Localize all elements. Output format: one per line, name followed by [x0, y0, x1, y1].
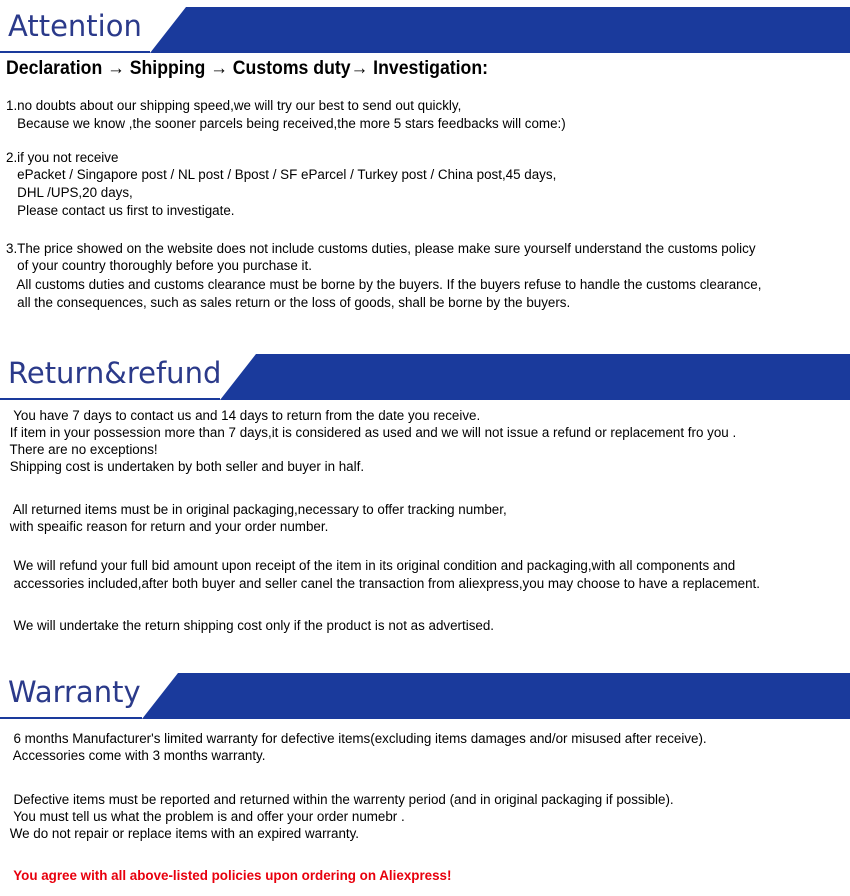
attention-line-3: 2.if you not receive — [6, 150, 119, 165]
warranty-line-5: We do not repair or replace items with an expired warranty. — [6, 826, 360, 841]
return-line-2: If item in your possession more than 7 days,it is considered as used and we will not issue a refund or replacement fro you . — [6, 425, 737, 440]
attention-title: Attention — [8, 9, 142, 43]
policy-agreement-notice: You agree with all above-listed policies upon ordering on Aliexpress! — [6, 868, 452, 883]
return-line-5: All returned items must be in original packaging,necessary to offer tracking number, — [6, 502, 507, 517]
attention-line-5: DHL /UPS,20 days, — [6, 185, 133, 200]
attention-line-6: Please contact us first to investigate. — [6, 203, 235, 218]
return-refund-banner — [0, 354, 850, 400]
warranty-line-3: Defective items must be reported and returned within the warrenty period (and in original packaging if possible). — [6, 792, 674, 807]
warranty-line-2: Accessories come with 3 months warranty. — [6, 748, 266, 763]
warranty-title: Warranty — [8, 675, 141, 709]
return-line-4: Shipping cost is undertaken by both seller and buyer in half. — [6, 459, 365, 474]
return-line-9: We will undertake the return shipping cost only if the product is not as advertised. — [6, 618, 495, 633]
warranty-line-4: You must tell us what the problem is and offer your order numebr . — [6, 809, 405, 824]
return-line-1: You have 7 days to contact us and 14 days to return from the date you receive. — [6, 408, 481, 423]
warranty-line-1: 6 months Manufacturer's limited warranty for defective items(excluding items damages and/or misused after receive). — [6, 731, 707, 746]
return-line-8: accessories included,after both buyer and seller canel the transaction from aliexpress,you may choose to have a replacement. — [6, 576, 761, 591]
warranty-banner — [0, 673, 850, 719]
attention-line-1: 1.no doubts about our shipping speed,we will try our best to send out quickly, — [6, 98, 462, 113]
attention-line-2: Because we know ,the sooner parcels being received,the more 5 stars feedbacks will come:) — [6, 116, 566, 131]
attention-line-8: of your country thoroughly before you purchase it. — [6, 258, 312, 273]
attention-line-7: 3.The price showed on the website does not include customs duties, please make sure yourself understand the customs policy — [6, 241, 756, 256]
attention-line-4: ePacket / Singapore post / NL post / Bpost / SF eParcel / Turkey post / China post,45 days, — [6, 167, 557, 182]
attention-banner — [0, 7, 850, 53]
process-heading: Declaration → Shipping → Customs duty→ Investigation: — [6, 58, 489, 79]
return-line-7: We will refund your full bid amount upon receipt of the item in its original condition and packaging,with all components and — [6, 558, 736, 573]
return-refund-title: Return&refund — [8, 356, 222, 390]
attention-line-10: all the consequences, such as sales return or the loss of goods, shall be borne by the buyers. — [6, 295, 571, 310]
attention-line-9: All customs duties and customs clearance must be borne by the buyers. If the buyers refuse to handle the customs clearance, — [6, 277, 762, 292]
return-line-3: There are no exceptions! — [6, 442, 158, 457]
return-line-6: with speaific reason for return and your order number. — [6, 519, 329, 534]
